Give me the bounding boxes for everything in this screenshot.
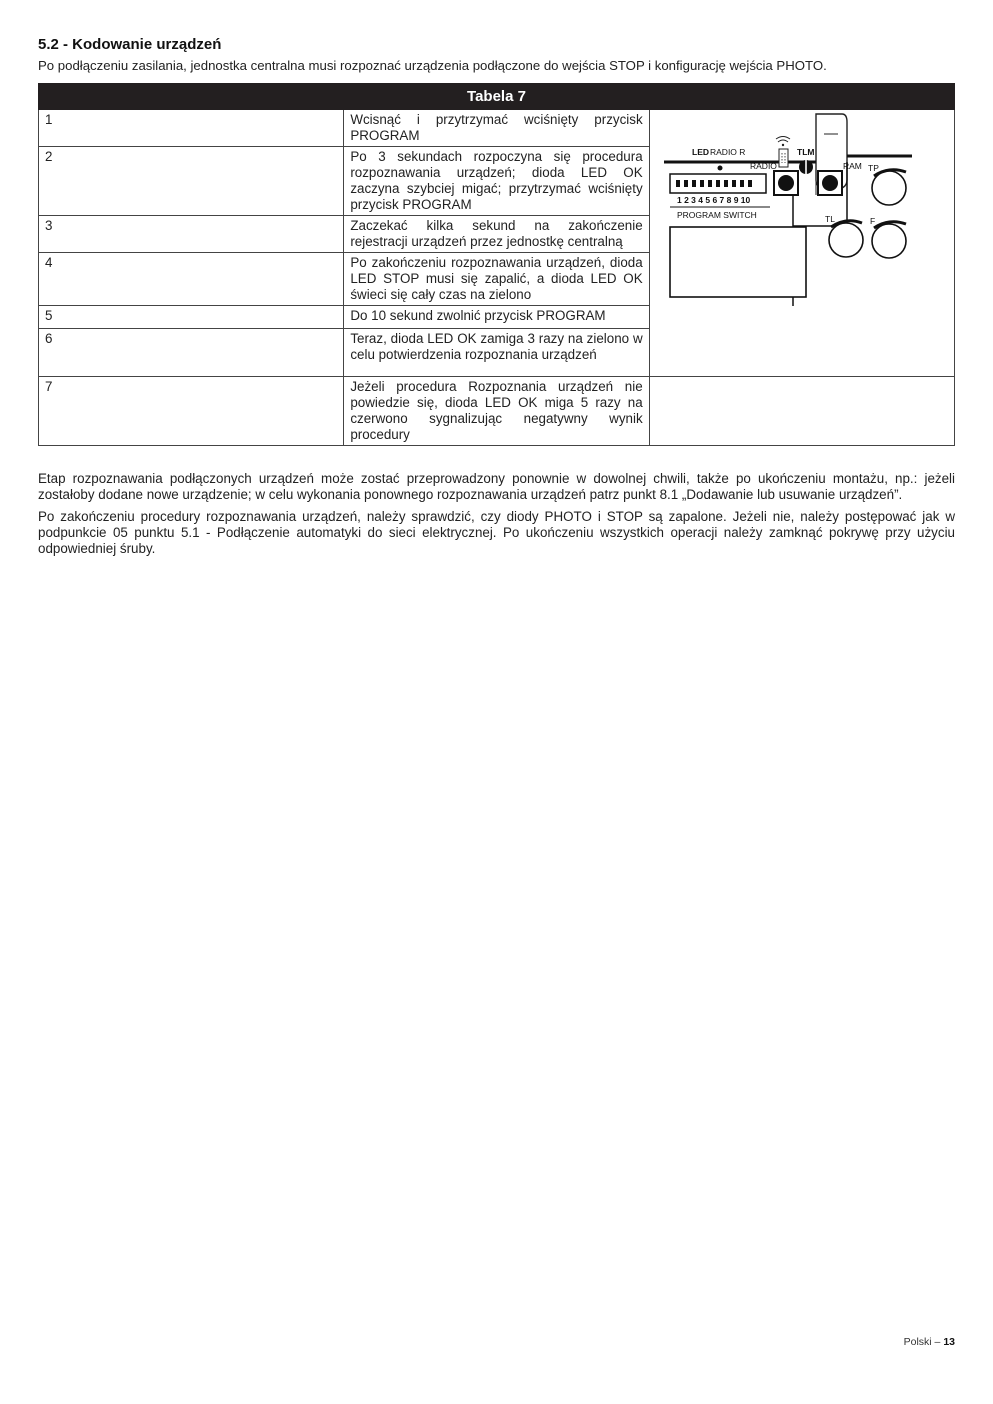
f-label: F	[869, 216, 875, 226]
step-text: Wcisnąć i przytrzymać wciśnięty przycisk PROGRAM	[344, 110, 649, 147]
program-label: RAM	[842, 161, 862, 171]
step-number: 1	[39, 110, 344, 147]
step-text: Po zakończeniu rozpoznawania urządzeń, dioda LED STOP musi się zapalić, a dioda LED OK świeci się cały czas na zielono	[344, 253, 649, 306]
page-number: 13	[943, 1336, 955, 1348]
radio-r-label: RADIO R	[709, 147, 746, 157]
f-button-icon	[872, 224, 906, 258]
table-7	[38, 83, 955, 446]
step-number: 5	[39, 306, 344, 329]
tlm-connector-icon	[799, 160, 813, 174]
control-panel-figure-cell	[649, 110, 954, 377]
step-text: Do 10 sekund zwolnić przycisk PROGRAM	[344, 306, 649, 329]
step-text: Jeżeli procedura Rozpoznania urządzeń nie powiedzie się, dioda LED OK miga 5 razy na czerwono sygnalizując negatywny wynik procedury	[344, 377, 649, 446]
tl-label: TL	[824, 214, 835, 224]
body-paragraph: Po zakończeniu procedury rozpoznawania urządzeń, należy sprawdzić, czy diody PHOTO i STOP są zapalone. Jeżeli nie, należy postępować jak w podpunkcie 05 punktu 5.1 - Podłączenie automatyki do sieci elektrycznej. Po ukończeniu wszystkich operacji należy zamknąć pokrywę przy użyciu odpowiedniej śruby.	[38, 509, 955, 556]
body-paragraph: Etap rozpoznawania podłączonych urządzeń może zostać przeprowadzony ponownie w dowolnej chwili, także po ukończeniu montażu, np.: jeżeli zostałoby dodane nowe urządzenie; w celu wykonania ponownego rozpoznawania urządzeń patrz punkt 8.1 „Dodawanie lub usuwanie urządzeń”.	[38, 471, 955, 502]
step-number: 7	[39, 377, 344, 446]
tl-button-icon	[829, 223, 863, 257]
empty-cell	[649, 377, 954, 446]
led-label: LED	[691, 147, 709, 157]
display-panel	[670, 227, 806, 297]
table-row	[39, 110, 955, 147]
step-text: Teraz, dioda LED OK zamiga 3 razy na zielono w celu potwierdzenia rozpoznania urządzeń	[344, 329, 649, 377]
led-indicator-dot	[717, 166, 722, 171]
tp-label: TP	[867, 163, 879, 173]
section-intro: Po podłączeniu zasilania, jednostka centralna musi rozpoznać urządzenia podłączone do wejścia STOP i konfigurację wejścia PHOTO.	[38, 58, 827, 73]
radio-label: RADIO	[749, 161, 777, 171]
page-footer	[904, 1336, 955, 1348]
control-panel-diagram	[650, 110, 912, 306]
section-title: 5.2 - Kodowanie urządzeń	[38, 36, 222, 53]
step-number: 2	[39, 147, 344, 216]
switch-numbers: 1 2 3 4 5 6 7 8 9 10	[676, 195, 750, 205]
step-text: Po 3 sekundach rozpoczyna się procedura rozpoznawania urządzeń; dioda LED OK zaczyna szybciej migać; przytrzymać wciśnięty przycisk PROGRAM	[344, 147, 649, 216]
footer-language: Polski –	[903, 1336, 941, 1348]
step-number: 4	[39, 253, 344, 306]
step-number: 6	[39, 329, 344, 377]
program-switch-label: PROGRAM SWITCH	[676, 210, 757, 220]
table-title: Tabela 7	[39, 84, 955, 110]
page-content	[38, 36, 955, 557]
step-number: 3	[39, 216, 344, 253]
step-text: Zaczekać kilka sekund na zakończenie rejestracji urządzeń przez jednostkę centralną	[344, 216, 649, 253]
tp-button-icon	[872, 171, 906, 205]
table-row	[39, 377, 955, 446]
tlm-label: TLM	[796, 147, 815, 157]
